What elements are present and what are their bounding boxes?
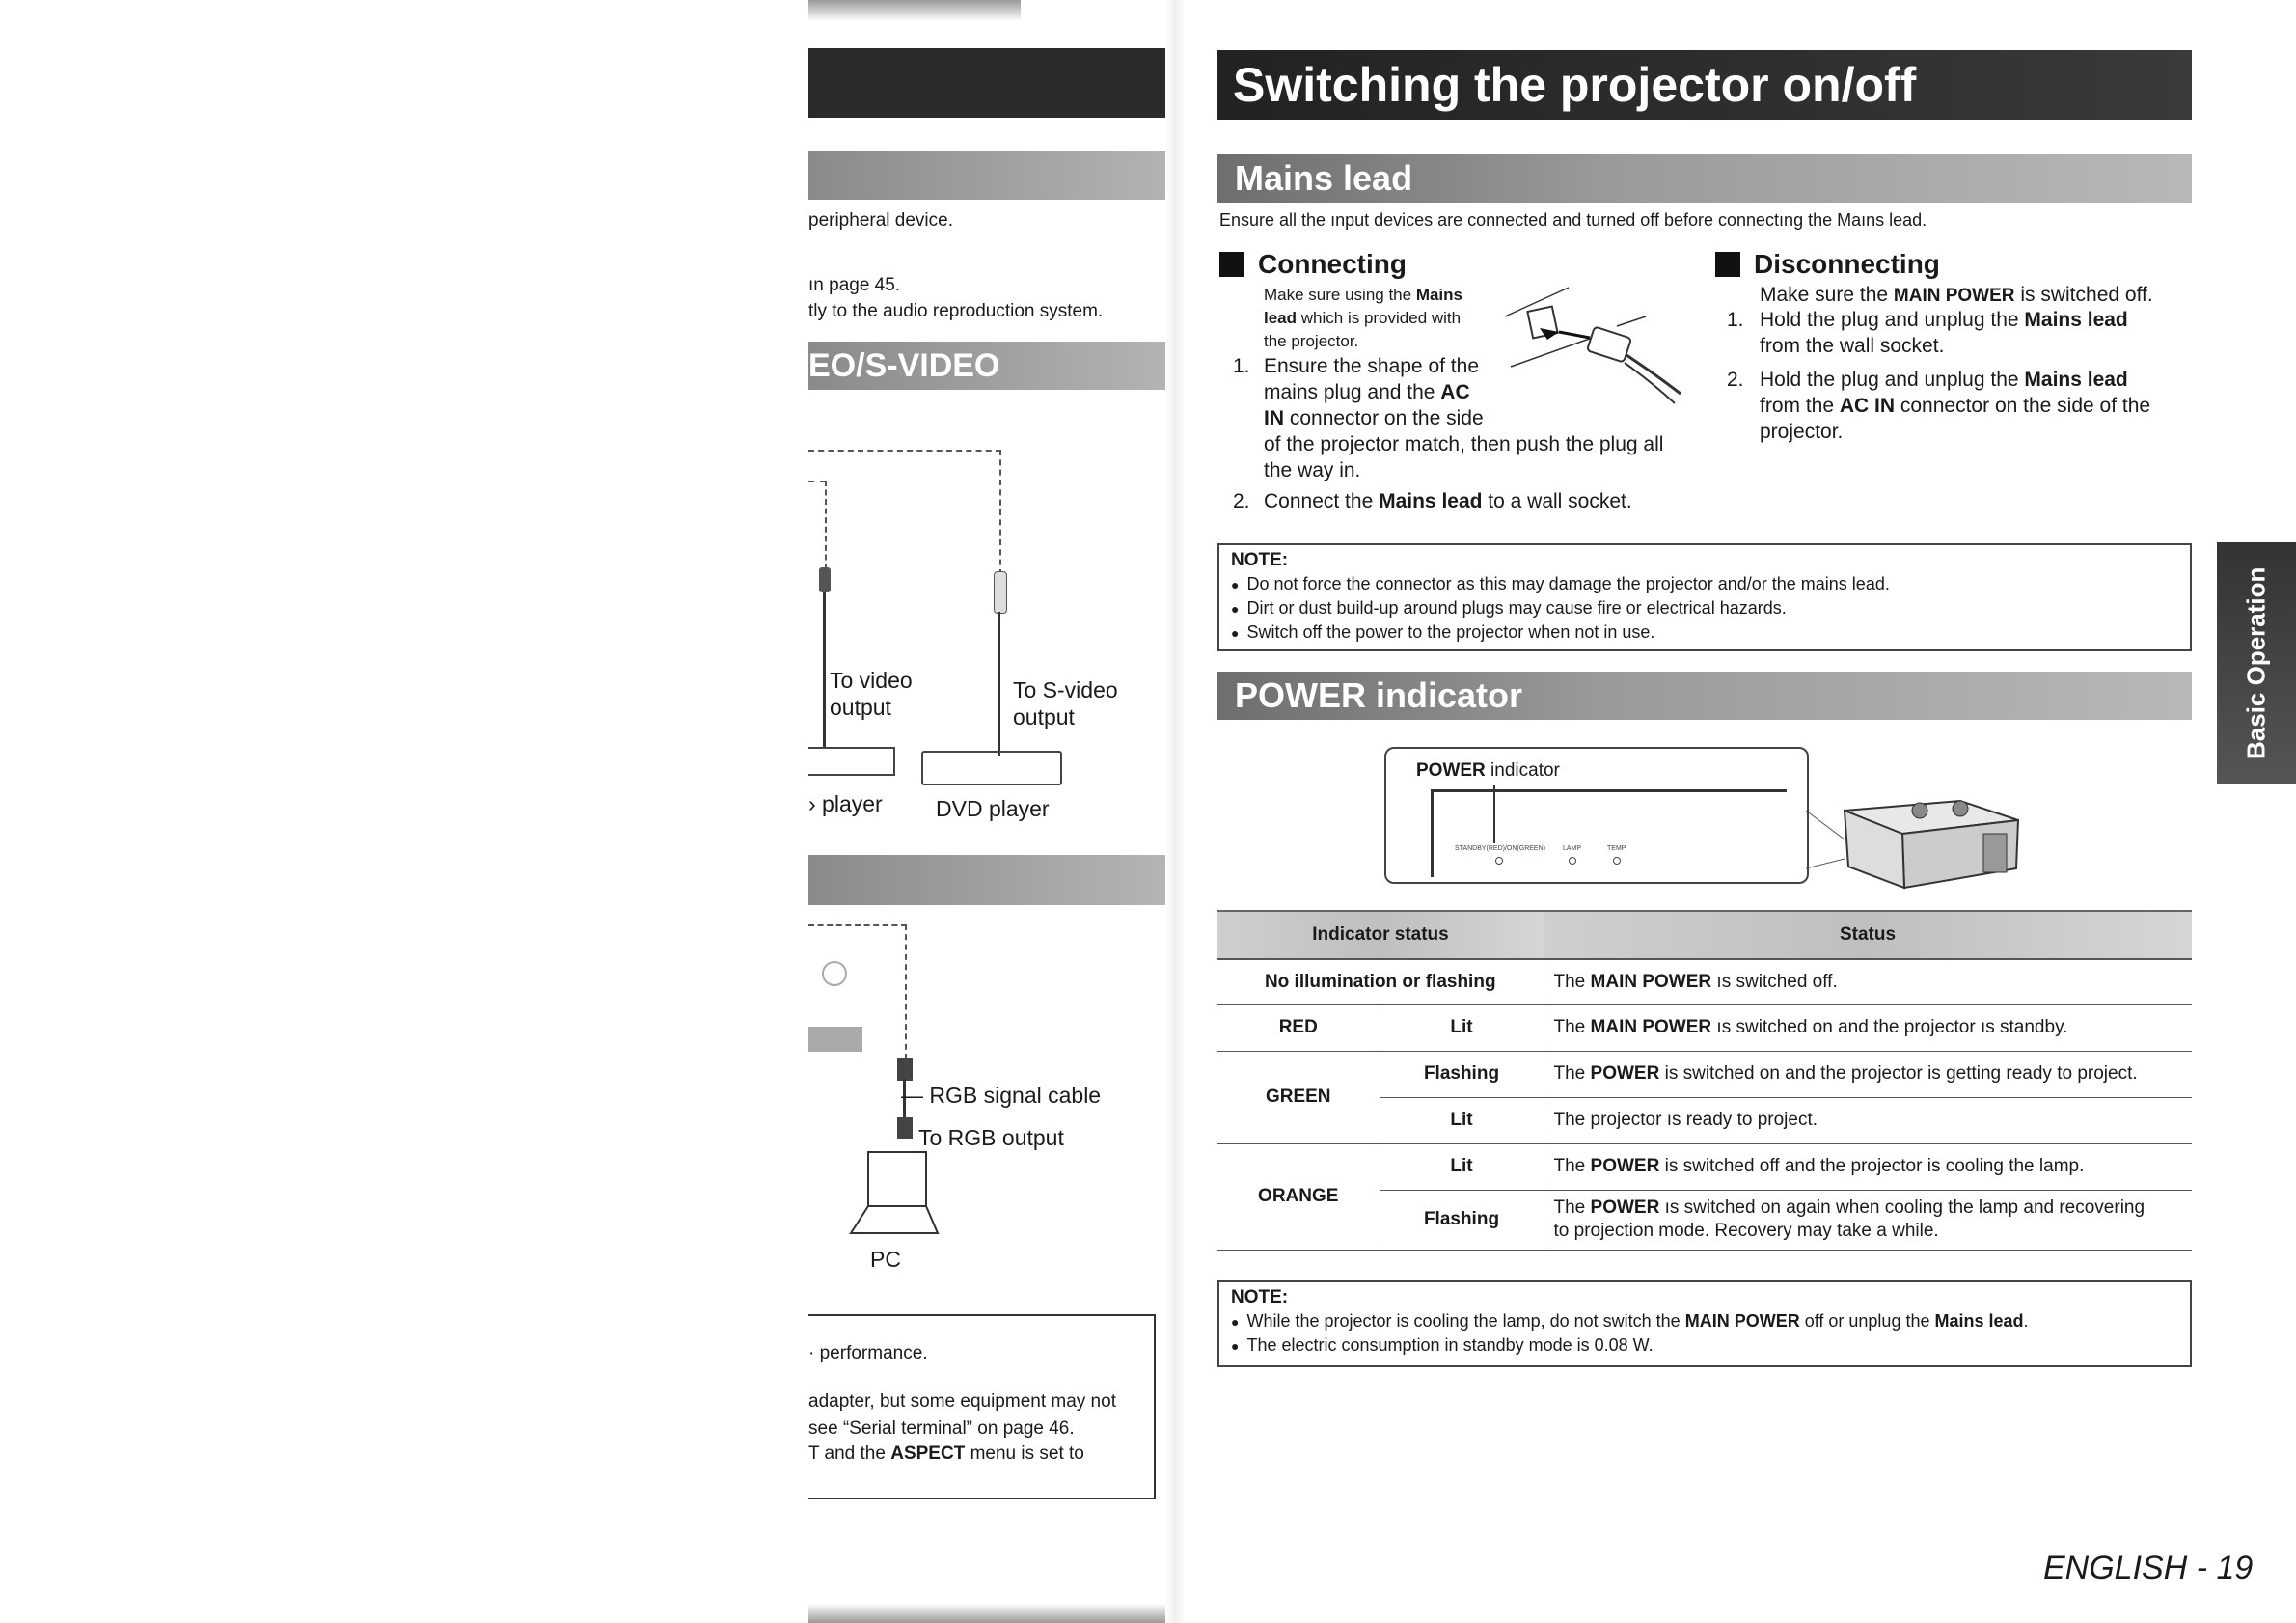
plug-icon xyxy=(994,571,1007,614)
left-sub-bar xyxy=(808,855,1167,905)
disconnecting-step2-num: 2. xyxy=(1727,369,1744,391)
connecting-heading: Connecting xyxy=(1219,249,1407,280)
left-note-text: T and the ASPECT menu is set to xyxy=(808,1444,1084,1464)
page-footer: ENGLISH - 19 xyxy=(2043,1550,2254,1586)
left-text: ın page 45. xyxy=(808,275,901,295)
left-text: tly to the audio reproduction system. xyxy=(808,301,1104,321)
note-item: ● Switch off the power to the projector when not in use. xyxy=(1231,620,2178,645)
note-label: NOTE: xyxy=(1231,550,1289,570)
cell-state: Flashing xyxy=(1380,1051,1544,1097)
note-item: ● Do not force the connector as this may damage the projector and/or the mains lead. xyxy=(1231,572,2178,596)
cell-color: GREEN xyxy=(1217,1051,1380,1143)
note-item: ● The electric consumption in standby mode is 0.08 W. xyxy=(1231,1334,2178,1358)
cell-color: RED xyxy=(1217,1004,1380,1051)
panel-label-lamp: LAMP xyxy=(1563,845,1582,852)
left-note-text: · performance. xyxy=(808,1343,928,1363)
indicator-table xyxy=(1217,910,2192,1251)
panel-label-temp: TEMP xyxy=(1607,845,1626,852)
connecting-step2-num: 2. xyxy=(1233,490,1250,512)
led-icon xyxy=(1569,857,1576,865)
label-pc: PC xyxy=(870,1247,901,1272)
disconnecting-step1-num: 1. xyxy=(1727,309,1744,331)
label-player: › player xyxy=(808,791,883,816)
disconnecting-step2: Hold the plug and unplug the Mains lead from the AC IN connector on the side of the projector. xyxy=(1760,369,2151,443)
connecting-step1: Ensure the shape of the mains plug and the AC IN connector on the side of the projector match, then push the plug all the way in. xyxy=(1264,355,1664,481)
note-item: ● Dirt or dust build-up around plugs may cause fire or electrical hazards. xyxy=(1231,596,2178,620)
led-icon xyxy=(1495,857,1503,865)
table-row xyxy=(1217,1051,2192,1097)
note-item: ● While the projector is cooling the lamp, do not switch the MAIN POWER off or unplug the Mains lead. xyxy=(1231,1309,2178,1334)
left-title-bar xyxy=(808,48,1185,118)
header-indicator-status: Indicator status xyxy=(1217,911,1544,959)
mains-intro: Ensure all the ınput devices are connected and turned off before connectıng the Maıns lead. xyxy=(1219,210,1927,230)
plug-icon xyxy=(819,567,831,592)
table-header-row xyxy=(1217,911,2192,959)
control-panel-edge xyxy=(1431,789,1787,877)
label-rgb-cable: — RGB signal cable xyxy=(901,1083,1102,1108)
wire-dashed xyxy=(808,450,1001,452)
wire-dashed xyxy=(808,481,826,482)
power-indicator-label: POWER indicator xyxy=(1416,760,1560,781)
left-band-video: EO/S-VIDEO xyxy=(808,342,1180,390)
square-bullet-icon xyxy=(1715,252,1740,277)
cell-state: Lit xyxy=(1380,1004,1544,1051)
disconnecting-pre: Make sure the MAIN POWER is switched off. xyxy=(1760,284,2153,306)
player-device-icon xyxy=(808,747,895,776)
cell-status: The POWER is switched off and the projector is cooling the lamp. xyxy=(1544,1143,2192,1190)
section-power-indicator: POWER indicator xyxy=(1217,672,2192,720)
label-to-svideo: To S-video xyxy=(1013,677,1118,702)
note-box xyxy=(1217,543,2192,651)
table-row xyxy=(1217,1004,2192,1051)
plug-icon xyxy=(897,1117,913,1139)
wire-dashed xyxy=(905,924,907,1059)
cable xyxy=(823,592,826,747)
square-bullet-icon xyxy=(1219,252,1244,277)
cell-status: The POWER ıs switched on again when cooling the lamp and recovering to projection mode. Recovery may take a while. xyxy=(1544,1190,2192,1250)
left-note-text: adapter, but some equipment may not xyxy=(808,1391,1116,1412)
wire-dashed xyxy=(808,924,907,926)
projector-illustration xyxy=(1806,791,2028,897)
note-box xyxy=(1217,1280,2192,1367)
laptop-icon xyxy=(845,1148,942,1241)
cell-status: The POWER is switched on and the projector is getting ready to project. xyxy=(1544,1051,2192,1097)
label-to-svideo: output xyxy=(1013,704,1075,729)
left-note-text: see “Serial terminal” on page 46. xyxy=(808,1418,1075,1439)
connecting-step2: Connect the Mains lead to a wall socket. xyxy=(1264,490,1632,512)
left-text: peripheral device. xyxy=(808,210,953,231)
connecting-pre: Make sure using the Mains lead which is provided with the projector. xyxy=(1264,286,1462,350)
connecting-step1-num: 1. xyxy=(1233,355,1250,377)
cell-color: ORANGE xyxy=(1217,1143,1380,1250)
bottom-shadow xyxy=(808,1604,1175,1623)
top-shadow xyxy=(808,0,1021,21)
wire-dashed xyxy=(999,450,1001,575)
cell-status: The projector ıs ready to project. xyxy=(1544,1097,2192,1143)
table-row xyxy=(1217,1143,2192,1190)
label-to-video: To video xyxy=(830,668,913,693)
cell-state: Lit xyxy=(1380,1143,1544,1190)
dvd-player-icon xyxy=(921,751,1062,785)
disconnecting-step1: Hold the plug and unplug the Mains lead from the wall socket. xyxy=(1760,309,2128,357)
disconnecting-heading: Disconnecting xyxy=(1715,249,1940,280)
svideo-port-icon xyxy=(822,961,847,986)
cell-indicator: No illumination or flashing xyxy=(1217,959,1544,1004)
port-label-icon xyxy=(808,1027,862,1052)
header-status: Status xyxy=(1544,911,2192,959)
led-icon xyxy=(1613,857,1621,865)
page-title: Switching the projector on/off xyxy=(1217,50,2192,120)
label-dvd-player: DVD player xyxy=(936,796,1050,821)
side-tab-basic-operation: Basic Operation xyxy=(2217,542,2296,784)
cable xyxy=(998,612,1000,756)
page-gutter xyxy=(1165,0,1185,1623)
panel-label-standby: STANDBY(RED)/ON(GREEN) xyxy=(1455,845,1545,852)
cell-status: The MAIN POWER ıs switched off. xyxy=(1544,959,2192,1004)
note-label: NOTE: xyxy=(1231,1287,1289,1307)
left-sub-bar xyxy=(808,151,1185,200)
label-to-video: output xyxy=(830,695,891,720)
callout-pointer xyxy=(1493,785,1495,843)
label-rgb-output: To RGB output xyxy=(918,1125,1064,1150)
section-mains-lead: Mains lead xyxy=(1217,154,2192,203)
cell-status: The MAIN POWER ıs switched on and the projector ıs standby. xyxy=(1544,1004,2192,1051)
cell-state: Flashing xyxy=(1380,1190,1544,1250)
table-row xyxy=(1217,959,2192,1004)
cell-state: Lit xyxy=(1380,1097,1544,1143)
wire-dashed xyxy=(825,481,827,569)
plug-icon xyxy=(897,1058,913,1081)
